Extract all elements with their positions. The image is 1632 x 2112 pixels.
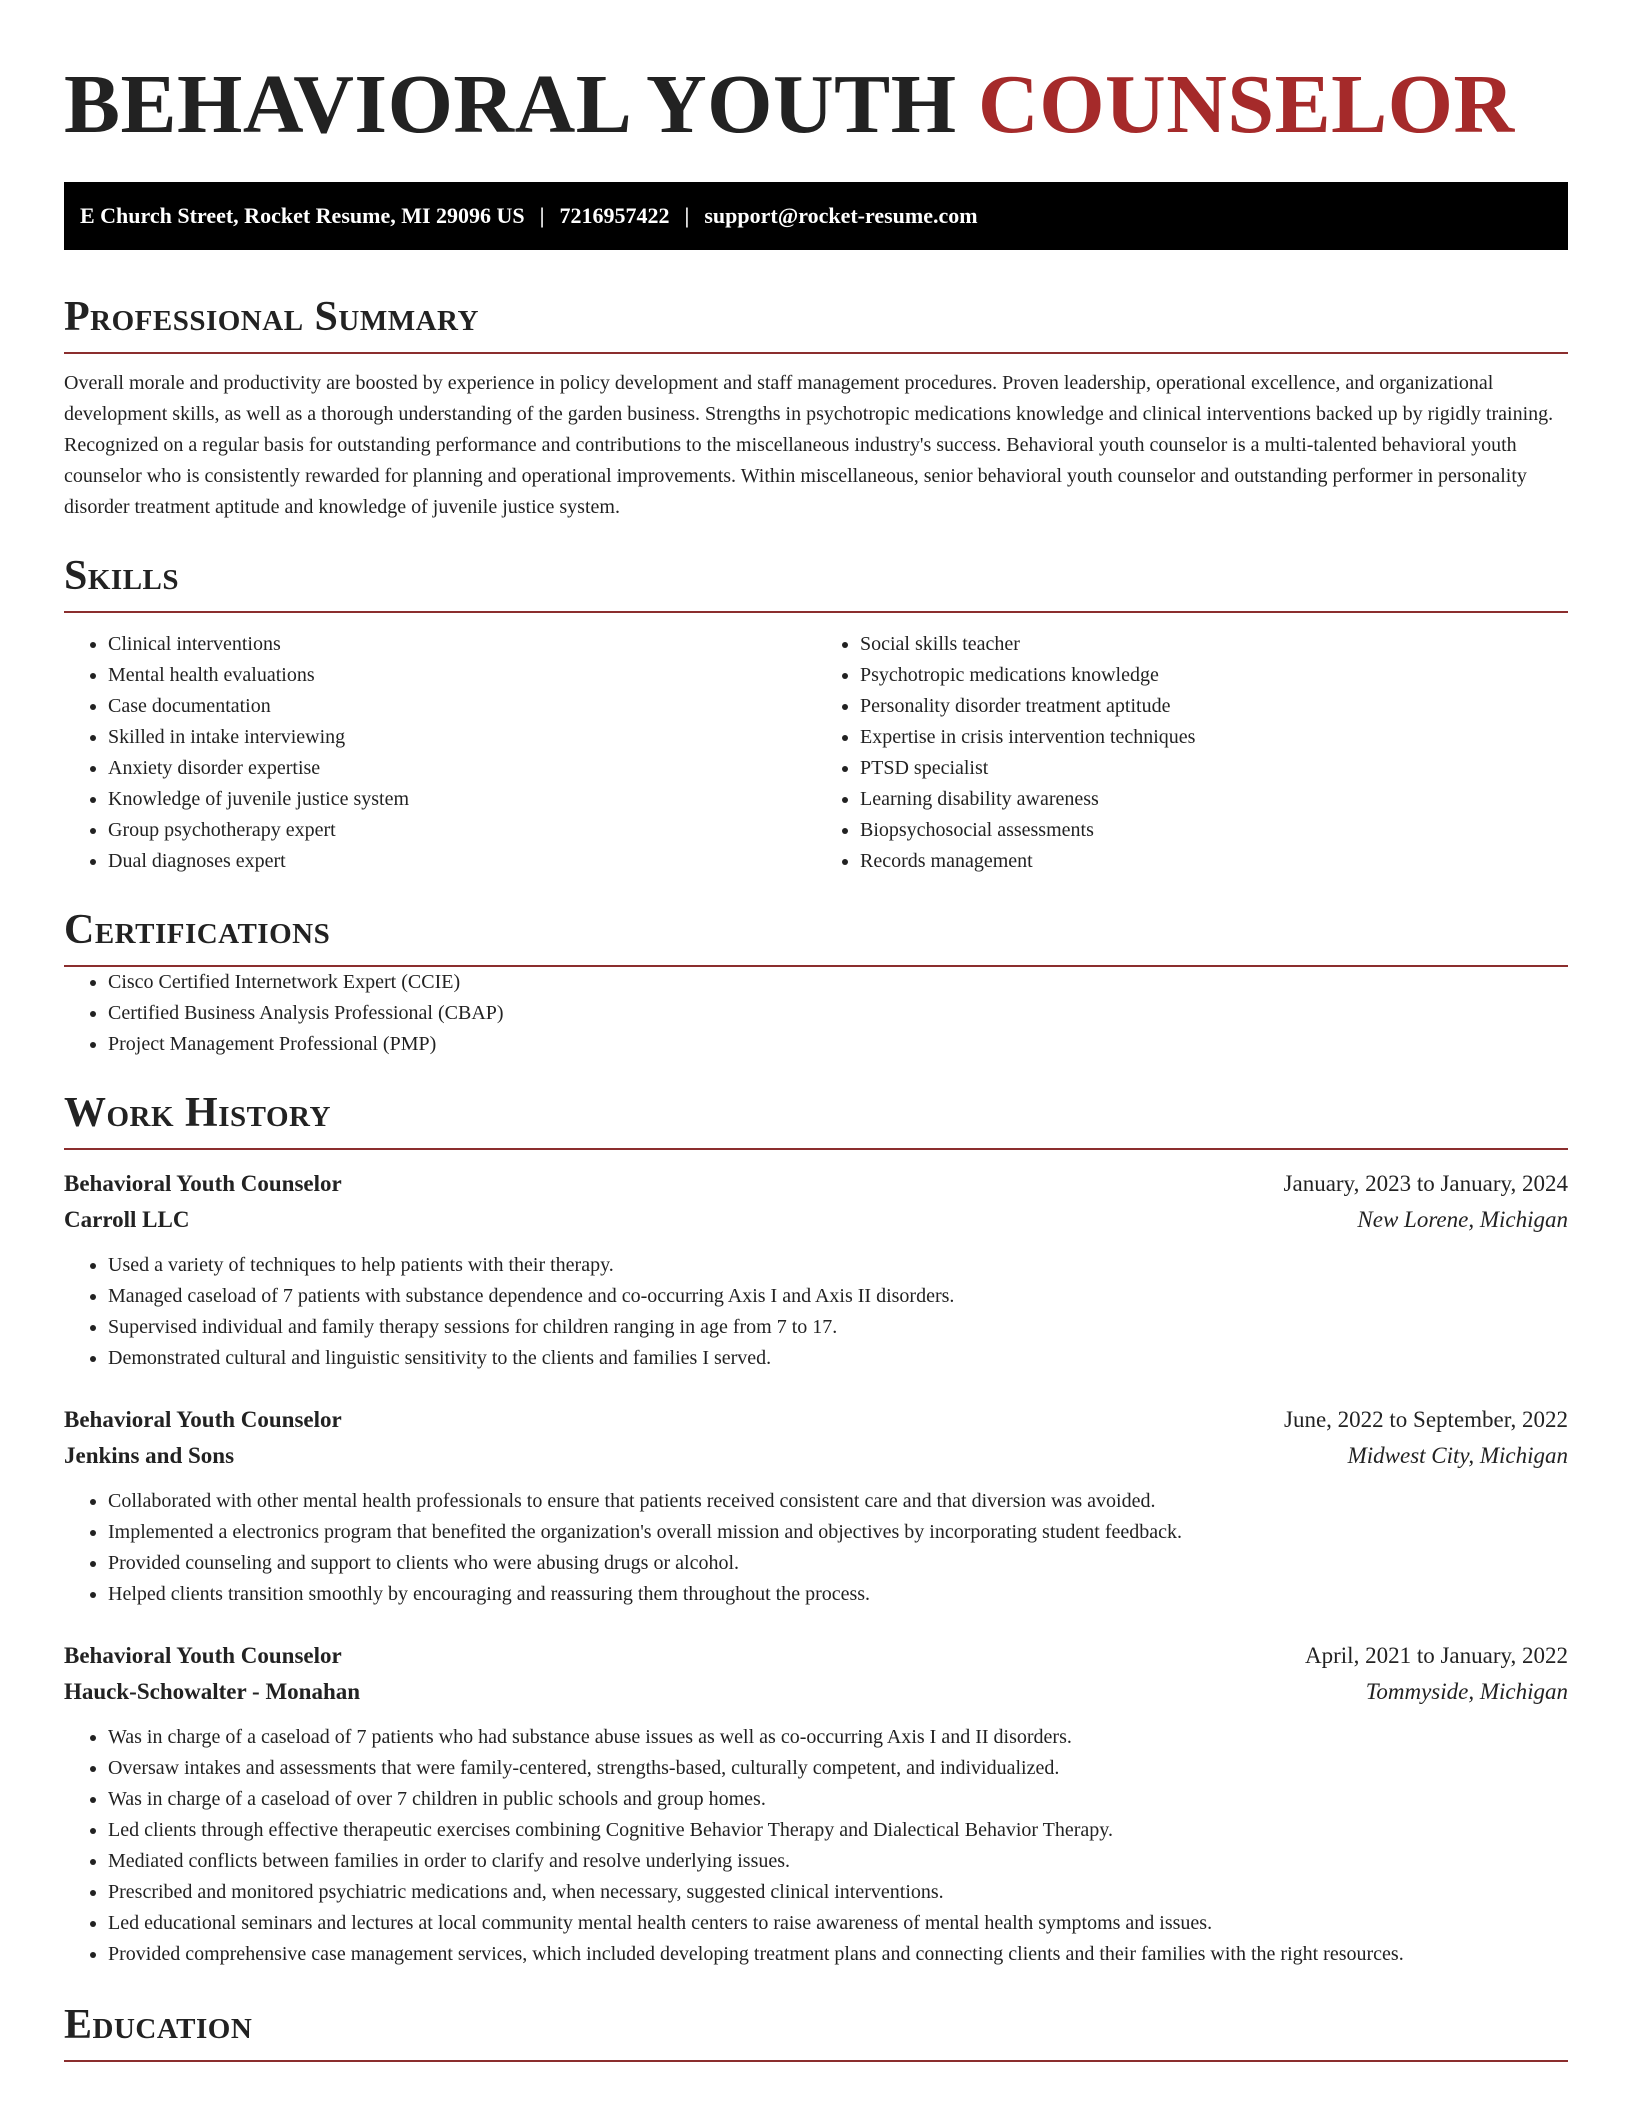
job-company-row <box>64 1202 1568 1238</box>
job-bullet: • Oversaw intakes and assessments that were family-centered, strengths-based, culturally competent, and individualized. <box>108 1753 1568 1784</box>
skill-item: • Biopsychosocial assessments <box>860 815 1568 846</box>
contact-email: support@rocket-resume.com <box>704 203 978 228</box>
job-company: Hauck-Schowalter - Monahan <box>64 1679 361 1704</box>
job-bullet: • Used a variety of techniques to help patients with their therapy. <box>108 1250 1568 1281</box>
contact-address: E Church Street, Rocket Resume, MI 29096 US <box>80 203 525 228</box>
job-bullet: • Prescribed and monitored psychiatric medications and, when necessary, suggested clinical interventions. <box>108 1877 1568 1908</box>
resume-name <box>64 0 1568 152</box>
job-bullet: • Managed caseload of 7 patients with substance dependence and co-occurring Axis I and Axis II disorders. <box>108 1281 1568 1312</box>
skill-item: • PTSD specialist <box>860 753 1568 784</box>
job-bullet: • Implemented a electronics program that benefited the organization's overall mission and objectives by incorporating student feedback. <box>108 1517 1568 1548</box>
job-entry <box>64 1638 1568 1970</box>
contact-separator: | <box>539 203 545 228</box>
job-bullet: • Mediated conflicts between families in order to clarify and resolve underlying issues. <box>108 1846 1568 1877</box>
skills-grid <box>64 629 1568 877</box>
skill-item: • Expertise in crisis intervention techniques <box>860 722 1568 753</box>
skill-item: • Records management <box>860 846 1568 877</box>
job-bullets <box>64 1722 1568 1970</box>
skill-item: • Clinical interventions <box>108 629 816 660</box>
skill-item: • Psychotropic medications knowledge <box>860 660 1568 691</box>
job-location: Midwest City, Michigan <box>1347 1443 1568 1468</box>
job-dates: January, 2023 to January, 2024 <box>1283 1171 1568 1196</box>
job-title-row <box>64 1166 1568 1202</box>
education-heading: Education <box>64 1998 1568 2062</box>
skill-item: • Social skills teacher <box>860 629 1568 660</box>
job-bullet: • Was in charge of a caseload of 7 patients who had substance abuse issues as well as co-occurring Axis I and II disorders. <box>108 1722 1568 1753</box>
name-first: BEHAVIORAL YOUTH <box>64 58 957 151</box>
skill-item: • Mental health evaluations <box>108 660 816 691</box>
job-bullet: • Demonstrated cultural and linguistic sensitivity to the clients and families I served. <box>108 1343 1568 1374</box>
job-entry <box>64 1402 1568 1610</box>
job-entry <box>64 1166 1568 1374</box>
job-title-row <box>64 1638 1568 1674</box>
skill-item: • Learning disability awareness <box>860 784 1568 815</box>
skill-item: • Group psychotherapy expert <box>108 815 816 846</box>
summary-text: Overall morale and productivity are boosted by experience in policy development and staff management procedures. Proven leadership, operational excellence, and organizational development skills, as well as a thorough understanding of the garden business. Strengths in psychotropic medications knowledge and clinical interventions backed up by rigidly training. Recognized on a regular basis for outstanding performance and contributions to the miscellaneous industry's success. Behavioral youth counselor is a multi-talented behavioral youth counselor who is consistently rewarded for planning and operational improvements. Within miscellaneous, senior behavioral youth counselor and outstanding performer in personality disorder treatment aptitude and knowledge of juvenile justice system. <box>64 372 1554 518</box>
skills-heading: Skills <box>64 549 1568 613</box>
job-bullets <box>64 1486 1568 1610</box>
job-bullet: • Supervised individual and family therapy sessions for children ranging in age from 7 to 17. <box>108 1312 1568 1343</box>
job-title-row <box>64 1402 1568 1438</box>
skill-item: • Dual diagnoses expert <box>108 846 816 877</box>
name-last: COUNSELOR <box>978 58 1515 151</box>
job-company-row <box>64 1674 1568 1710</box>
job-bullets <box>64 1250 1568 1374</box>
certifications-heading: Certifications <box>64 903 1568 967</box>
skill-item: • Personality disorder treatment aptitude <box>860 691 1568 722</box>
job-dates: April, 2021 to January, 2022 <box>1305 1643 1568 1668</box>
work-history-heading: Work History <box>64 1086 1568 1150</box>
certification-item: • Certified Business Analysis Professional (CBAP) <box>108 998 1568 1029</box>
job-location: New Lorene, Michigan <box>1357 1207 1568 1232</box>
certifications-list <box>64 967 1568 1060</box>
skill-item: • Case documentation <box>108 691 816 722</box>
job-bullet: • Helped clients transition smoothly by encouraging and reassuring them throughout the process. <box>108 1579 1568 1610</box>
job-title: Behavioral Youth Counselor <box>64 1407 342 1432</box>
job-location: Tommyside, Michigan <box>1365 1679 1568 1704</box>
contact-bar <box>64 182 1568 250</box>
job-company: Carroll LLC <box>64 1207 190 1232</box>
contact-separator: | <box>684 203 690 228</box>
job-title: Behavioral Youth Counselor <box>64 1643 342 1668</box>
skills-list-left <box>64 629 816 877</box>
skill-item: • Knowledge of juvenile justice system <box>108 784 816 815</box>
skill-item: • Anxiety disorder expertise <box>108 753 816 784</box>
job-company-row <box>64 1438 1568 1474</box>
summary-heading: Professional Summary <box>64 290 1568 354</box>
certification-item: • Project Management Professional (PMP) <box>108 1029 1568 1060</box>
job-bullet: • Provided comprehensive case management services, which included developing treatment plans and connecting clients and their families with the right resources. <box>108 1939 1568 1970</box>
job-bullet: • Was in charge of a caseload of over 7 children in public schools and group homes. <box>108 1784 1568 1815</box>
certification-item: • Cisco Certified Internetwork Expert (CCIE) <box>108 967 1568 998</box>
job-bullet: • Led educational seminars and lectures at local community mental health centers to raise awareness of mental health symptoms and issues. <box>108 1908 1568 1939</box>
job-bullet: • Collaborated with other mental health professionals to ensure that patients received consistent care and that diversion was avoided. <box>108 1486 1568 1517</box>
job-title: Behavioral Youth Counselor <box>64 1171 342 1196</box>
job-company: Jenkins and Sons <box>64 1443 235 1468</box>
skill-item: • Skilled in intake interviewing <box>108 722 816 753</box>
job-bullet: • Led clients through effective therapeutic exercises combining Cognitive Behavior Therapy and Dialectical Behavior Therapy. <box>108 1815 1568 1846</box>
contact-phone: 7216957422 <box>559 203 670 228</box>
job-dates: June, 2022 to September, 2022 <box>1284 1407 1568 1432</box>
skills-list-right <box>816 629 1568 877</box>
job-bullet: • Provided counseling and support to clients who were abusing drugs or alcohol. <box>108 1548 1568 1579</box>
